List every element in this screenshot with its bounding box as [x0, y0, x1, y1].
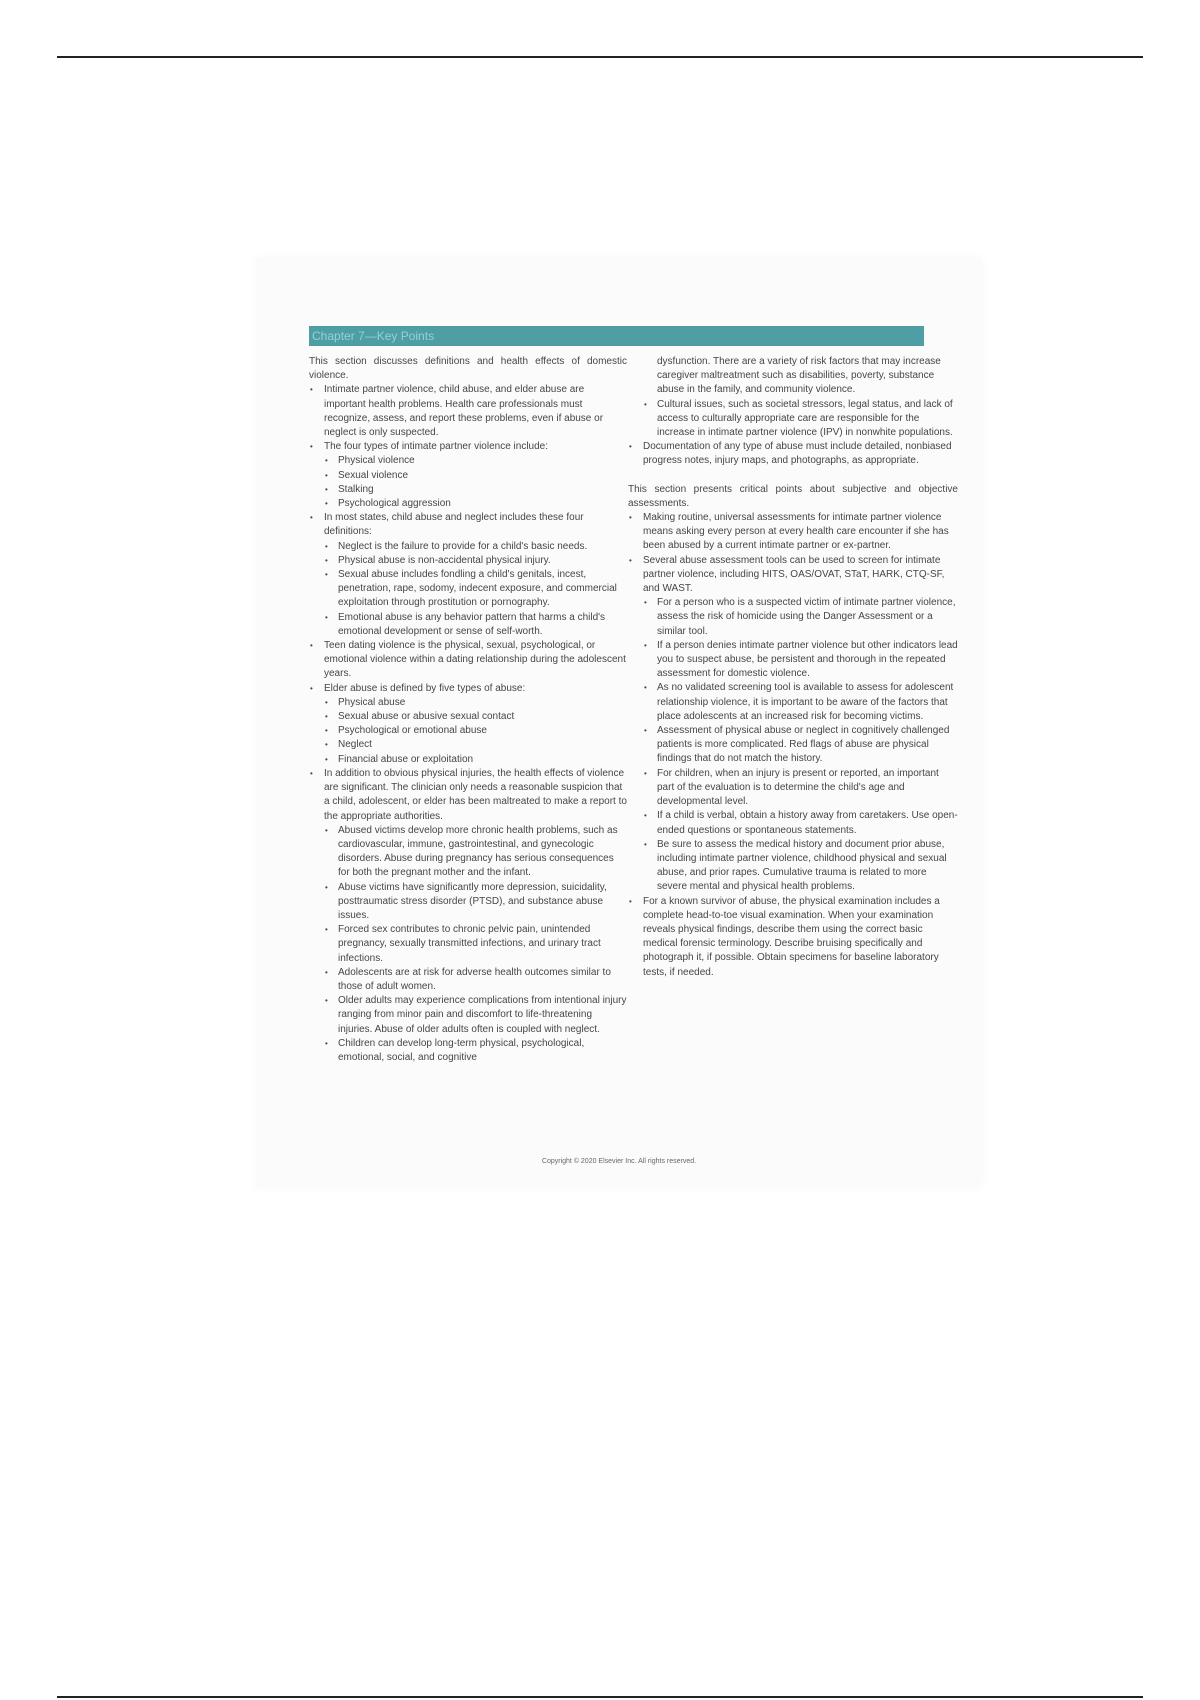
right-column	[628, 355, 958, 980]
sub-bullet-item: • Adolescents are at risk for adverse health outcomes similar to those of adult women.	[309, 966, 627, 994]
sub-bullet-item: • As no validated screening tool is available to assess for adolescent relationship violence, it is important to be aware of the factors that place adolescents at an increased risk for becoming victims.	[628, 681, 958, 724]
sub-bullet-item: • Financial abuse or exploitation	[309, 753, 627, 767]
bullet-item: • Teen dating violence is the physical, sexual, psychological, or emotional violence within a dating relationship during the adolescent years.	[309, 639, 627, 682]
sub-bullet-item: • Physical abuse	[309, 696, 627, 710]
sub-bullet-item: • Sexual abuse includes fondling a child's genitals, incest, penetration, rape, sodomy, indecent exposure, and commercial exploitation through prostitution or pornography.	[309, 568, 627, 611]
bottom-rule	[57, 1696, 1143, 1698]
bullet-item: • Documentation of any type of abuse must include detailed, nonbiased progress notes, injury maps, and photographs, as appropriate.	[628, 440, 958, 468]
sub-bullet-item: • Forced sex contributes to chronic pelvic pain, unintended pregnancy, sexually transmitted infections, and urinary tract infections.	[309, 923, 627, 966]
section-intro: This section discusses definitions and health effects of domestic violence.	[309, 356, 627, 382]
sub-bullet-item: • Sexual abuse or abusive sexual contact	[309, 710, 627, 724]
sub-bullet-item: • Stalking	[309, 483, 627, 497]
bullet-item: • In most states, child abuse and neglect includes these four definitions:	[309, 511, 627, 539]
sub-bullet-item: • Sexual violence	[309, 469, 627, 483]
sub-bullet-item: • Be sure to assess the medical history and document prior abuse, including intimate partner violence, childhood physical and sexual abuse, and prior rapes. Cumulative trauma is related to more severe mental and physical health problems.	[628, 838, 958, 895]
sub-bullet-item: • Cultural issues, such as societal stressors, legal status, and lack of access to culturally appropriate care are responsible for the increase in intimate partner violence (IPV) in nonwhite populations.	[628, 398, 958, 441]
bullet-item: • Making routine, universal assessments for intimate partner violence means asking every person at every health care encounter if she has been abused by a current intimate partner or ex-partner.	[628, 511, 958, 554]
sub-bullet-item: • Psychological or emotional abuse	[309, 724, 627, 738]
bullet-item: • In addition to obvious physical injuries, the health effects of violence are significant. The clinician only needs a reasonable suspicion that a child, adolescent, or elder has been maltreated to make a report to the appropriate authorities.	[309, 767, 627, 824]
sub-bullet-item: • Neglect	[309, 738, 627, 752]
section-gap	[628, 469, 958, 483]
sub-bullet-item: • Neglect is the failure to provide for a child's basic needs.	[309, 540, 627, 554]
top-rule	[57, 56, 1143, 58]
bullet-item: • The four types of intimate partner violence include:	[309, 440, 627, 454]
sub-bullet-item: • If a child is verbal, obtain a history away from caretakers. Use open-ended questions or spontaneous statements.	[628, 809, 958, 837]
continuation-list	[628, 355, 958, 398]
copyright-notice: Copyright © 2020 Elsevier Inc. All rights reserved.	[541, 1158, 697, 1165]
sub-bullet-item: • Emotional abuse is any behavior pattern that harms a child's emotional development or sense of self-worth.	[309, 611, 627, 639]
bullet-item: • Several abuse assessment tools can be used to screen for intimate partner violence, including HITS, OAS/OVAT, STaT, HARK, CTQ-SF, and WAST.	[628, 554, 958, 597]
sub-bullet-item: • If a person denies intimate partner violence but other indicators lead you to suspect abuse, be persistent and thorough in the repeated assessment for domestic violence.	[628, 639, 958, 682]
key-points-list	[628, 398, 958, 469]
sub-bullet-item: • Assessment of physical abuse or neglect in cognitively challenged patients is more complicated. Red flags of abuse are physical findings that do not match the history.	[628, 724, 958, 767]
sub-bullet-item: • Physical abuse is non-accidental physical injury.	[309, 554, 627, 568]
sub-bullet-item: • For a person who is a suspected victim of intimate partner violence, assess the risk of homicide using the Danger Assessment or a similar tool.	[628, 596, 958, 639]
bullet-item: • Elder abuse is defined by five types of abuse:	[309, 682, 627, 696]
left-column	[309, 355, 627, 1065]
sub-bullet-item: • Physical violence	[309, 454, 627, 468]
bullet-item: • Intimate partner violence, child abuse, and elder abuse are important health problems. Health care professionals must recognize, assess, and report these problems, even if abuse or neglect is only suspected.	[309, 383, 627, 440]
section-intro: This section presents critical points about subjective and objective assessments.	[628, 483, 958, 509]
sub-bullet-item: • Abused victims develop more chronic health problems, such as cardiovascular, immune, gastrointestinal, and gynecologic disorders. Abuse during pregnancy has serious consequences for both the pregnant mother and the infant.	[309, 824, 627, 881]
chapter-banner: Chapter 7—Key Points	[309, 326, 924, 346]
document-page	[256, 258, 982, 1188]
sub-bullet-item: • Abuse victims have significantly more depression, suicidality, posttraumatic stress disorder (PTSD), and substance abuse issues.	[309, 881, 627, 924]
continued-bullet-text: dysfunction. There are a variety of risk factors that may increase caregiver maltreatment such as disabilities, poverty, substance abuse in the family, and community violence.	[657, 356, 941, 396]
bullet-item: • For a known survivor of abuse, the physical examination includes a complete head-to-toe visual examination. When your examination reveals physical findings, describe them using the correct basic medical forensic terminology. Describe bruising specifically and photograph it, if possible. Obtain specimens for baseline laboratory tests, if needed.	[628, 895, 958, 980]
key-points-list	[309, 383, 627, 1065]
sub-bullet-item: • For children, when an injury is present or reported, an important part of the evaluation is to determine the child's age and developmental level.	[628, 767, 958, 810]
sub-bullet-item: • Older adults may experience complications from intentional injury ranging from minor pain and discomfort to life-threatening injuries. Abuse of older adults often is coupled with neglect.	[309, 994, 627, 1037]
sub-bullet-item: • Psychological aggression	[309, 497, 627, 511]
assessment-points-list	[628, 511, 958, 980]
sub-bullet-item: • Children can develop long-term physical, psychological, emotional, social, and cognitive	[309, 1037, 627, 1065]
